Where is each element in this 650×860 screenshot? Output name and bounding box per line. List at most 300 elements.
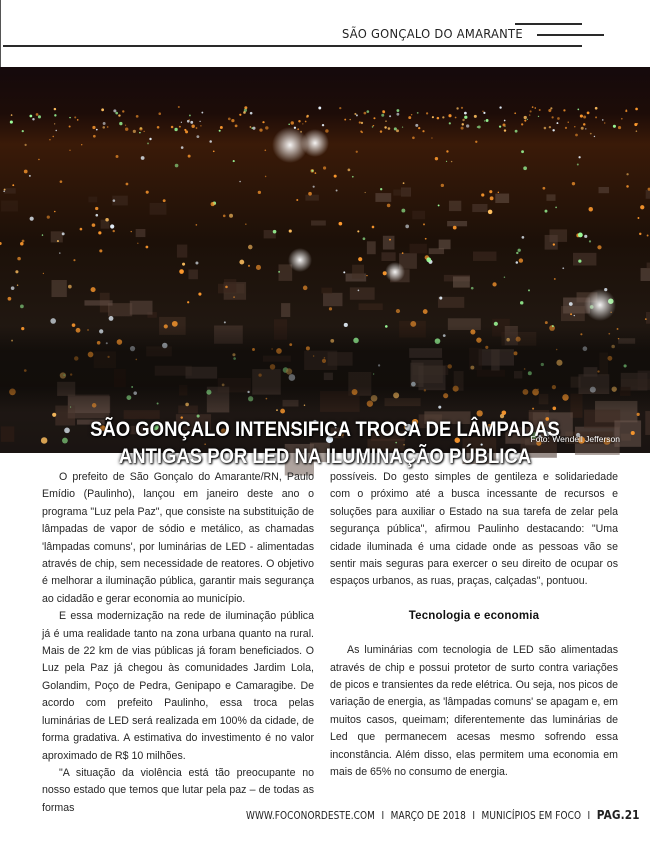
- city-light: [8, 297, 12, 301]
- city-light: [412, 136, 415, 139]
- city-light: [32, 118, 34, 120]
- city-light: [521, 123, 523, 125]
- city-light: [323, 166, 326, 169]
- city-light: [626, 109, 627, 110]
- city-light: [471, 287, 474, 290]
- city-light: [339, 107, 341, 109]
- city-light: [348, 169, 351, 172]
- city-light: [198, 293, 201, 296]
- city-light: [201, 112, 203, 114]
- city-light: [636, 130, 637, 131]
- city-light: [49, 139, 51, 141]
- city-light: [442, 116, 444, 118]
- footer-separator: I: [587, 811, 591, 822]
- paragraph: E essa modernização na rede de iluminação pública já é uma realidade tanto na zona urbana quanto na rural. Mais de 22 km de vias públicas já foram beneficiados. O Luz pela Paz já chegou às comunidades Jardim Lola, Golandim, Poço de Pedra, Genipapo e Camaragibe. De acordo com prefeito Paulinho, essa troca pelas luminárias de LED será realizada em 100% da cidade, de forma gradativa. A estimativa do investimento é no valor aproximado de R$ 10 milhões.: [42, 610, 314, 762]
- city-light: [356, 114, 358, 116]
- header-rule-bottom: [3, 45, 582, 47]
- city-light: [264, 149, 266, 151]
- city-light: [574, 126, 575, 127]
- city-light: [357, 230, 359, 232]
- city-light: [265, 176, 267, 178]
- city-light: [519, 258, 523, 262]
- city-light: [113, 230, 115, 232]
- city-light: [373, 125, 375, 127]
- city-light: [396, 129, 399, 132]
- city-light: [223, 215, 226, 218]
- city-light: [553, 243, 555, 245]
- city-light: [577, 108, 579, 110]
- city-light: [239, 114, 241, 116]
- city-light: [73, 259, 75, 261]
- city-light: [595, 107, 598, 110]
- building-shape: [4, 188, 16, 194]
- city-light: [402, 252, 404, 254]
- city-light: [589, 207, 593, 211]
- city-light: [358, 257, 362, 261]
- city-light: [552, 116, 554, 118]
- city-light: [334, 175, 337, 178]
- header-rule-top: [515, 23, 582, 25]
- city-light: [325, 129, 328, 132]
- footer-website: WWW.FOCONORDESTE.COM: [246, 811, 376, 822]
- page-edge: [0, 0, 1, 67]
- city-light: [448, 114, 451, 117]
- city-light: [144, 131, 145, 132]
- city-light: [569, 302, 573, 306]
- city-light: [258, 191, 261, 194]
- city-light: [556, 122, 558, 124]
- city-light: [402, 127, 403, 128]
- city-light: [29, 175, 31, 177]
- city-light: [634, 123, 637, 126]
- city-light: [136, 115, 139, 118]
- city-light: [446, 161, 447, 162]
- city-light: [225, 286, 228, 289]
- city-light: [529, 114, 530, 115]
- city-light: [219, 130, 221, 132]
- city-light: [131, 231, 132, 232]
- city-light: [528, 289, 530, 291]
- city-light: [366, 110, 369, 113]
- city-light: [22, 240, 25, 243]
- city-light: [504, 126, 505, 127]
- city-light: [408, 116, 411, 119]
- city-light: [110, 224, 114, 228]
- light-glow: [301, 129, 329, 157]
- city-light: [139, 132, 141, 134]
- city-light: [43, 273, 44, 274]
- city-light: [554, 278, 556, 280]
- city-light: [575, 134, 578, 137]
- city-light: [133, 130, 136, 133]
- building-shape: [130, 301, 153, 315]
- city-light: [504, 129, 506, 131]
- city-light: [125, 125, 126, 126]
- building-shape: [136, 229, 146, 237]
- city-light: [311, 170, 313, 172]
- city-light: [637, 413, 640, 416]
- city-light: [411, 114, 412, 115]
- building-shape: [645, 411, 650, 435]
- city-light: [38, 159, 39, 160]
- article-column-left: [42, 469, 314, 817]
- city-light: [590, 133, 592, 135]
- city-light: [520, 301, 523, 304]
- city-light: [635, 108, 638, 111]
- building-shape: [393, 189, 410, 195]
- city-light: [478, 126, 481, 129]
- building-shape: [51, 231, 63, 242]
- city-light: [474, 115, 477, 118]
- city-light: [518, 249, 521, 252]
- city-light: [99, 249, 102, 252]
- city-light: [265, 126, 268, 129]
- city-light: [318, 107, 321, 110]
- city-light: [157, 126, 160, 129]
- city-light: [363, 237, 366, 240]
- building-shape: [383, 236, 395, 250]
- city-light: [139, 127, 142, 130]
- city-light: [95, 207, 98, 210]
- building-shape: [150, 203, 167, 215]
- city-light: [618, 126, 621, 129]
- city-light: [523, 166, 527, 170]
- building-shape: [381, 252, 395, 261]
- city-light: [439, 296, 442, 299]
- building-shape: [473, 252, 496, 261]
- city-light: [489, 190, 492, 193]
- building-shape: [439, 240, 451, 250]
- city-light: [461, 107, 463, 109]
- city-light: [147, 142, 149, 144]
- building-shape: [646, 312, 650, 324]
- city-light: [484, 120, 486, 122]
- city-light: [20, 305, 24, 309]
- city-light: [308, 192, 312, 196]
- city-light: [527, 119, 528, 120]
- city-light: [343, 271, 345, 273]
- city-light: [95, 214, 98, 217]
- city-light: [119, 122, 122, 125]
- light-glow: [584, 289, 616, 321]
- city-light: [415, 124, 418, 127]
- building-shape: [352, 265, 364, 279]
- city-light: [163, 199, 166, 202]
- building-shape: [1, 201, 18, 212]
- city-light: [534, 107, 536, 109]
- city-light: [302, 123, 303, 124]
- building-shape: [1, 426, 14, 441]
- building-shape: [646, 190, 650, 199]
- city-light: [396, 113, 399, 116]
- city-light: [581, 127, 584, 130]
- city-light: [539, 109, 541, 111]
- city-light: [426, 257, 431, 262]
- city-light: [30, 217, 34, 221]
- city-light: [499, 106, 501, 108]
- city-light: [126, 183, 129, 186]
- night-city-photo: [0, 67, 650, 453]
- city-light: [522, 236, 525, 239]
- city-light: [291, 121, 294, 124]
- city-light: [93, 135, 96, 138]
- city-light: [549, 126, 551, 128]
- city-light: [54, 114, 56, 116]
- city-light: [11, 286, 15, 290]
- building-shape: [449, 201, 461, 211]
- city-light: [209, 140, 212, 143]
- city-light: [10, 121, 13, 124]
- city-light: [137, 243, 138, 244]
- city-light: [92, 126, 95, 129]
- city-light: [233, 296, 235, 298]
- city-light: [545, 321, 548, 324]
- city-light: [196, 135, 199, 138]
- city-light: [59, 252, 60, 253]
- city-light: [141, 156, 145, 160]
- city-light: [647, 235, 649, 237]
- building-shape: [453, 276, 470, 287]
- city-light: [42, 234, 43, 235]
- building-shape: [375, 193, 391, 202]
- city-light: [498, 192, 499, 193]
- city-light: [229, 214, 233, 218]
- city-light: [69, 126, 71, 128]
- city-light: [538, 116, 539, 117]
- city-light: [303, 286, 308, 291]
- city-light: [55, 130, 56, 131]
- city-light: [570, 313, 572, 315]
- city-light: [54, 108, 56, 110]
- building-shape: [573, 253, 596, 266]
- city-light: [550, 107, 552, 109]
- city-light: [401, 209, 405, 213]
- building-shape: [472, 204, 487, 212]
- city-light: [175, 164, 179, 168]
- city-light: [11, 114, 13, 116]
- city-light: [396, 109, 399, 112]
- header-rule-middle: [537, 34, 604, 36]
- city-light: [336, 189, 338, 191]
- city-light: [313, 186, 315, 188]
- city-light: [544, 127, 547, 130]
- paragraph: "A situação da violência está tão preocupante no nosso estado que temos que lutar pela paz – de todas as formas: [42, 766, 314, 814]
- headline-shade: [0, 325, 650, 413]
- city-light: [372, 226, 375, 229]
- city-light: [456, 107, 458, 109]
- city-light: [248, 265, 250, 267]
- city-light: [179, 126, 181, 128]
- building-shape: [323, 293, 342, 306]
- city-light: [563, 109, 565, 111]
- city-light: [578, 233, 583, 238]
- city-light: [613, 125, 616, 128]
- city-light: [441, 184, 444, 187]
- city-light: [451, 161, 452, 162]
- city-light: [521, 150, 524, 153]
- city-light: [305, 121, 307, 123]
- city-light: [50, 318, 56, 324]
- headline-line-2: ANTIGAS POR LED NA ILUMINAÇÃO PÚBLICA: [118, 444, 532, 468]
- city-light: [20, 242, 24, 246]
- city-light: [385, 120, 387, 122]
- building-shape: [281, 303, 290, 317]
- city-light: [81, 144, 82, 145]
- city-light: [555, 207, 557, 209]
- city-light: [466, 124, 469, 127]
- city-light: [568, 122, 569, 123]
- city-light: [250, 112, 253, 115]
- city-light: [504, 277, 505, 278]
- city-light: [486, 119, 489, 122]
- city-light: [189, 115, 191, 117]
- city-light: [583, 123, 586, 126]
- paragraph: O prefeito de São Gonçalo do Amarante/RN, Paulo Emídio (Paulinho), lançou em janeiro deste ano o programa "Luz pela Paz", que consiste na substituição de lâmpadas de vapor de sódio e metálico, as chamadas 'lâmpadas comuns', por luminárias de LED - alimentadas através de chip, sem necessidade de reatores. O objetivo é melhorar a iluminação pública, garantir mais segurança ao cidadão e gerar economia ao município.: [42, 471, 314, 605]
- building-shape: [51, 280, 66, 297]
- city-light: [245, 223, 246, 224]
- photo-credit: Foto: Wendell Jefferson: [530, 434, 620, 444]
- city-light: [22, 130, 24, 132]
- city-light: [91, 287, 96, 292]
- city-light: [69, 117, 70, 118]
- city-light: [352, 176, 354, 178]
- city-light: [196, 127, 198, 129]
- city-light: [74, 116, 76, 118]
- section-title: SÃO GONÇALO DO AMARANTE: [342, 26, 523, 41]
- city-light: [384, 126, 386, 128]
- city-light: [516, 252, 518, 254]
- city-light: [4, 189, 6, 191]
- city-light: [364, 112, 367, 115]
- city-light: [464, 116, 467, 119]
- city-light: [464, 112, 467, 115]
- city-light: [220, 126, 223, 129]
- city-light: [53, 136, 54, 137]
- city-light: [422, 130, 424, 132]
- city-light: [387, 204, 391, 208]
- city-light: [122, 110, 124, 112]
- city-light: [273, 230, 277, 234]
- city-light: [435, 157, 438, 160]
- city-light: [431, 137, 432, 138]
- city-light: [545, 210, 548, 213]
- city-light: [405, 225, 409, 229]
- city-light: [585, 128, 586, 129]
- city-light: [239, 181, 241, 183]
- city-light: [432, 116, 434, 118]
- city-light: [418, 127, 420, 129]
- city-light: [389, 239, 391, 241]
- city-light: [200, 125, 201, 126]
- city-light: [373, 117, 375, 119]
- city-light: [149, 138, 151, 140]
- city-light: [125, 128, 128, 131]
- city-light: [461, 127, 464, 130]
- building-shape: [647, 263, 650, 269]
- city-light: [102, 126, 105, 129]
- city-light: [339, 222, 343, 226]
- city-light: [233, 160, 235, 162]
- city-light: [446, 150, 448, 152]
- city-light: [577, 164, 579, 166]
- city-light: [77, 119, 79, 121]
- city-light: [490, 196, 494, 200]
- building-shape: [188, 270, 197, 280]
- city-light: [578, 156, 580, 158]
- city-light: [80, 228, 83, 231]
- building-shape: [641, 268, 650, 281]
- city-light: [24, 170, 28, 174]
- light-glow: [288, 248, 312, 272]
- footer-date: MARÇO DE 2018: [390, 811, 466, 822]
- city-light: [57, 240, 59, 242]
- building-shape: [447, 221, 467, 226]
- city-light: [181, 122, 182, 123]
- city-light: [262, 121, 264, 123]
- city-light: [462, 119, 464, 121]
- city-light: [381, 114, 384, 117]
- building-shape: [279, 264, 293, 280]
- building-shape: [305, 195, 319, 201]
- city-light: [389, 115, 391, 117]
- city-light: [60, 180, 63, 183]
- city-light: [516, 261, 519, 264]
- city-light: [54, 211, 56, 213]
- city-light: [423, 223, 425, 225]
- city-light: [195, 262, 198, 265]
- city-light: [181, 146, 184, 149]
- city-light: [483, 112, 485, 114]
- city-light: [482, 111, 483, 112]
- city-light: [365, 192, 366, 193]
- city-light: [182, 263, 185, 266]
- city-light: [372, 126, 374, 128]
- city-light: [403, 182, 405, 184]
- city-light: [107, 126, 109, 128]
- city-light: [455, 117, 457, 119]
- city-light: [38, 115, 41, 118]
- city-light: [171, 126, 174, 129]
- building-shape: [412, 211, 425, 219]
- city-light: [425, 238, 427, 240]
- city-light: [174, 128, 177, 131]
- city-light: [288, 123, 290, 125]
- city-light: [211, 202, 215, 206]
- city-light: [259, 128, 262, 131]
- article-headline: [46, 416, 605, 470]
- city-light: [504, 120, 506, 122]
- building-shape: [495, 194, 509, 203]
- city-light: [15, 270, 18, 273]
- building-shape: [598, 187, 609, 193]
- city-light: [244, 109, 247, 112]
- city-light: [224, 321, 226, 323]
- city-light: [354, 113, 356, 115]
- city-light: [250, 126, 252, 128]
- city-light: [637, 217, 639, 219]
- city-light: [380, 188, 382, 190]
- city-light: [574, 315, 575, 316]
- city-light: [105, 218, 108, 221]
- city-light: [602, 119, 604, 121]
- page-footer: [246, 808, 640, 822]
- city-light: [530, 110, 532, 112]
- city-light: [514, 112, 516, 114]
- city-light: [584, 235, 587, 238]
- city-light: [475, 141, 477, 143]
- city-light: [118, 114, 120, 116]
- city-light: [437, 117, 440, 120]
